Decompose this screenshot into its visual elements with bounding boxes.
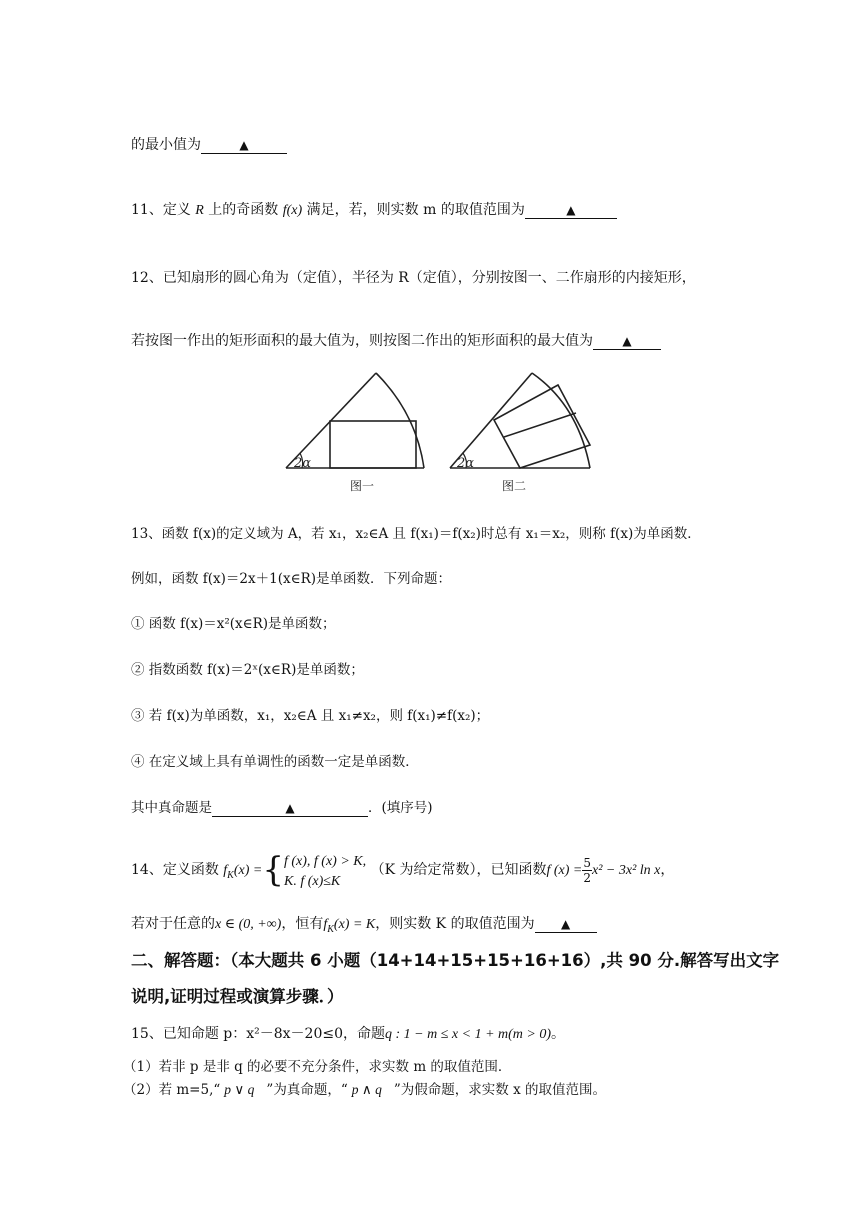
section-heading-text-1: 二、解答题：（本大题共 6 小题（14+14+15+15+16+16）,共 90 分.解答写出文字 [131, 951, 780, 970]
q13-item-4 [131, 752, 419, 772]
q14-answer-blank[interactable] [535, 916, 597, 933]
q14-mid: （K 为给定常数），已知函数 [370, 862, 547, 878]
q13-proposition-1: ① 函数 f(x)＝x²(x∈R)是单函数； [131, 616, 336, 632]
q15-part2-mid: ”为真命题，“ [266, 1082, 348, 1098]
q14-prefix: 14、定义函数 [131, 862, 219, 878]
q12-figures [280, 365, 610, 495]
q11-mid: 上的奇函数 [208, 202, 279, 218]
q15-q-expression: q : 1 − m ≤ x < 1 + m(m > 0) [385, 1027, 552, 1042]
q15-part1-text: （1）若非 p 是非 q 的必要不充分条件，求实数 m 的取值范围． [123, 1059, 512, 1075]
figure-one-sector [286, 373, 424, 468]
q12-line1 [131, 268, 696, 288]
q12-line2 [131, 331, 661, 351]
figure-one-angle-label: 2α [294, 456, 312, 471]
q14-piecewise [284, 852, 366, 892]
q11-prefix: 11、定义 [131, 202, 191, 218]
q14-case-2: K. f (x)≤K [283, 874, 341, 889]
q14-case-1: f (x), f (x) > K, [283, 854, 367, 869]
q14-line2-prefix: 若对于任意的 [131, 916, 215, 932]
q13-item-3 [131, 706, 489, 726]
q15-part2-suffix: ”为假命题，求实数 x 的取值范围。 [393, 1082, 606, 1098]
figure-two-caption: 图二 [502, 479, 527, 493]
q15-suffix: 。 [551, 1026, 566, 1042]
q15-prefix: 15、已知命题 p：x²－8x－20≤0，命题 [131, 1026, 385, 1042]
q14-f-left: f (x) = [546, 863, 583, 878]
q13-proposition-4: ④ 在定义域上具有单调性的函数一定是单函数． [131, 754, 419, 770]
section-heading-text-2: 说明,证明过程或演算步骤．） [131, 987, 344, 1006]
q13-proposition-3: ③ 若 f(x)为单函数，x₁，x₂∈A 且 x₁≠x₂，则 f(x₁)≠f(x₂)； [131, 708, 490, 724]
q15-stem [131, 1024, 565, 1045]
q12-answer-blank[interactable] [593, 333, 661, 350]
section-heading-line1 [131, 949, 779, 973]
q13-conclusion-suffix: ．(填序号) [368, 800, 433, 816]
q13-conclusion [131, 798, 433, 818]
answer-triangle-icon: ▲ [566, 203, 576, 217]
q10-tail [131, 135, 287, 155]
q10-answer-blank[interactable] [201, 137, 287, 154]
q14-line2-mid: ，恒有 [281, 916, 324, 932]
figure-two-sector [450, 373, 590, 468]
answer-triangle-icon: ▲ [239, 138, 249, 152]
q11-set-r: R [195, 203, 204, 218]
q13-answer-blank[interactable] [212, 800, 368, 817]
q14-fk-name: $f_K(x)$ = [223, 863, 263, 881]
q13-item-2 [131, 660, 364, 680]
answer-triangle-icon: ▲ [622, 334, 632, 348]
q14-brace: { [262, 850, 284, 890]
figure-two-angle-label: 2α [457, 456, 475, 471]
q13-conclusion-prefix: 其中真命题是 [131, 800, 212, 816]
q13-definition: 13、函数 f(x)的定义域为 A，若 x₁，x₂∈A 且 f(x₁)＝f(x₂)时总有 x₁＝x₂，则称 f(x)为单函数． [131, 526, 701, 542]
q14-domain: x ∈ (0, +∞) [215, 917, 282, 932]
q10-text: 的最小值为 [131, 137, 201, 153]
q11-answer-blank[interactable] [525, 202, 617, 219]
q14-line2-suffix: ，则实数 K 的取值范围为 [375, 916, 535, 932]
figure-one-caption: 图一 [350, 479, 375, 493]
q12-text-1: 12、已知扇形的圆心角为（定值），半径为 R（定值），分别按图一、二作扇形的内接矩形， [131, 270, 696, 286]
q14-line1 [131, 850, 674, 890]
q13-item-1 [131, 614, 336, 634]
q13-proposition-2: ② 指数函数 f(x)＝2ˣ(x∈R)是单函数； [131, 662, 364, 678]
q15-part1 [123, 1057, 511, 1077]
q13-line1 [131, 524, 701, 544]
answer-triangle-icon: ▲ [285, 801, 295, 815]
answer-triangle-icon: ▲ [560, 917, 571, 931]
q13-example: 例如，函数 f(x)＝2x＋1(x∈R)是单函数．下列命题： [131, 571, 452, 587]
q14-condition: $f_K(x) = K$ [323, 917, 376, 935]
q15-part2 [123, 1080, 606, 1100]
q13-line2 [131, 569, 451, 589]
q11 [131, 200, 617, 221]
q15-p-and-q: p ∧ q [351, 1082, 382, 1097]
q11-function: f(x) [282, 203, 303, 218]
q15-p-or-q: p ∨ q [224, 1082, 255, 1097]
q14-f-right: x² − 3x² ln x [592, 863, 661, 878]
q11-suffix: 满足，若，则实数 m 的取值范围为 [306, 202, 525, 218]
q14-end: ， [660, 862, 675, 878]
q14-line2 [131, 914, 597, 940]
q15-part2-prefix: （2）若 m=5,“ [123, 1082, 221, 1098]
q14-fraction: $\frac{5}{2}$ [583, 855, 592, 885]
q12-text-2: 若按图一作出的矩形面积的最大值为，则按图二作出的矩形面积的最大值为 [131, 333, 593, 349]
section-heading-line2 [131, 985, 344, 1009]
